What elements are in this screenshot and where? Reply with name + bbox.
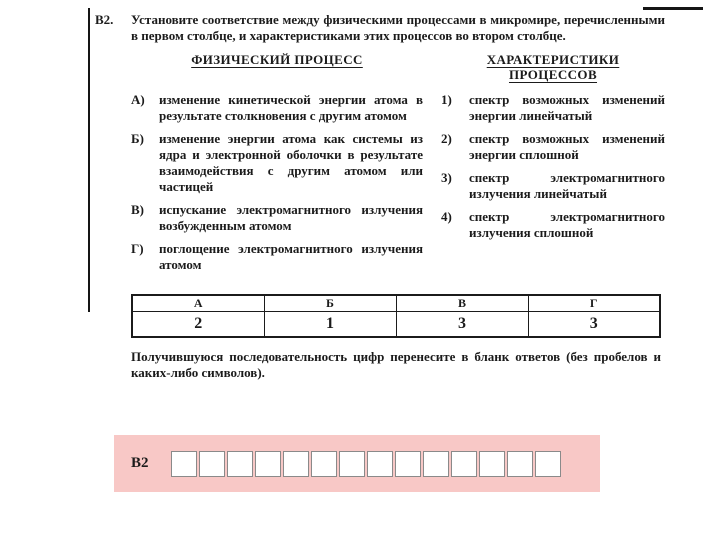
answer-cell[interactable] [339, 451, 365, 477]
answer-cell[interactable] [283, 451, 309, 477]
process-item-label: В) [131, 202, 144, 217]
answer-table-value-v: 3 [396, 312, 528, 337]
answer-table [131, 294, 661, 338]
process-item-text: изменение кинетической энергии атома в результате столкновения с другим атомом [159, 92, 423, 123]
answer-table-value-a: 2 [132, 312, 264, 337]
characteristic-item-text: спектр электромагнитного излучения линейчатый [469, 170, 665, 201]
answer-table-header-v: В [396, 295, 528, 312]
process-item-label: А) [131, 92, 145, 107]
characteristics-column [441, 52, 665, 280]
exam-task [95, 12, 665, 381]
characteristic-item [441, 170, 665, 202]
answer-cell[interactable] [367, 451, 393, 477]
answer-blank-strip [114, 435, 600, 492]
answer-table-values-row [132, 312, 660, 337]
characteristics-column-header: ХАРАКТЕРИСТИКИ ПРОЦЕССОВ [486, 52, 620, 82]
characteristic-item-text: спектр возможных изменений энергии линейчатый [469, 92, 665, 123]
process-item [131, 92, 423, 124]
process-item-text: испускание электромагнитного излучения возбужденным атомом [159, 202, 423, 233]
task-head [95, 12, 665, 44]
process-item [131, 241, 423, 273]
process-item-label: Б) [131, 131, 144, 146]
characteristic-item-label: 1) [441, 92, 452, 107]
answer-cell[interactable] [227, 451, 253, 477]
answer-cell[interactable] [255, 451, 281, 477]
answer-cell[interactable] [311, 451, 337, 477]
task-number: В2. [95, 12, 114, 27]
answer-table-value-b: 1 [264, 312, 396, 337]
answer-cell[interactable] [507, 451, 533, 477]
matching-columns [131, 52, 665, 280]
answer-cell[interactable] [199, 451, 225, 477]
process-item-text: поглощение электромагнитного излучения атомом [159, 241, 423, 272]
characteristic-item-label: 2) [441, 131, 452, 146]
answer-table-header-g: Г [528, 295, 660, 312]
process-column-header-area [131, 52, 423, 92]
answer-cells [171, 451, 561, 477]
answer-cell[interactable] [395, 451, 421, 477]
answer-table-header-row [132, 295, 660, 312]
characteristic-item [441, 131, 665, 163]
process-item [131, 131, 423, 195]
process-item [131, 202, 423, 234]
answer-cell[interactable] [171, 451, 197, 477]
scan-artifact-top-line [643, 7, 703, 10]
process-item-label: Г) [131, 241, 144, 256]
transfer-instruction: Получившуюся последовательность цифр перенесите в бланк ответов (без пробелов и каких-либо символов). [131, 348, 661, 380]
scan-artifact-left-line [88, 8, 90, 312]
task-statement: Установите соответствие между физическими процессами в микромире, перечисленными в первом столбце, и характеристиками этих процессов во втором столбце. [131, 12, 665, 43]
process-item-text: изменение энергии атома как системы из ядра и электронной оболочки в результате взаимодействия с другим атомом или частицей [159, 131, 423, 194]
answer-cell[interactable] [479, 451, 505, 477]
characteristic-item-text: спектр электромагнитного излучения сплошной [469, 209, 665, 240]
process-column-header: ФИЗИЧЕСКИЙ ПРОЦЕСС [191, 52, 363, 67]
answer-table-value-g: 3 [528, 312, 660, 337]
answer-cell[interactable] [535, 451, 561, 477]
answer-table-header-b: Б [264, 295, 396, 312]
answer-blank-label: В2 [131, 455, 149, 471]
answer-table-header-a: А [132, 295, 264, 312]
characteristics-column-header-area [441, 52, 665, 92]
answer-cell[interactable] [451, 451, 477, 477]
answer-cell[interactable] [423, 451, 449, 477]
process-column [131, 52, 423, 280]
characteristic-item [441, 92, 665, 124]
characteristic-item-label: 4) [441, 209, 452, 224]
characteristic-item-label: 3) [441, 170, 452, 185]
characteristic-item-text: спектр возможных изменений энергии сплошной [469, 131, 665, 162]
characteristic-item [441, 209, 665, 241]
column-gap [423, 52, 441, 280]
